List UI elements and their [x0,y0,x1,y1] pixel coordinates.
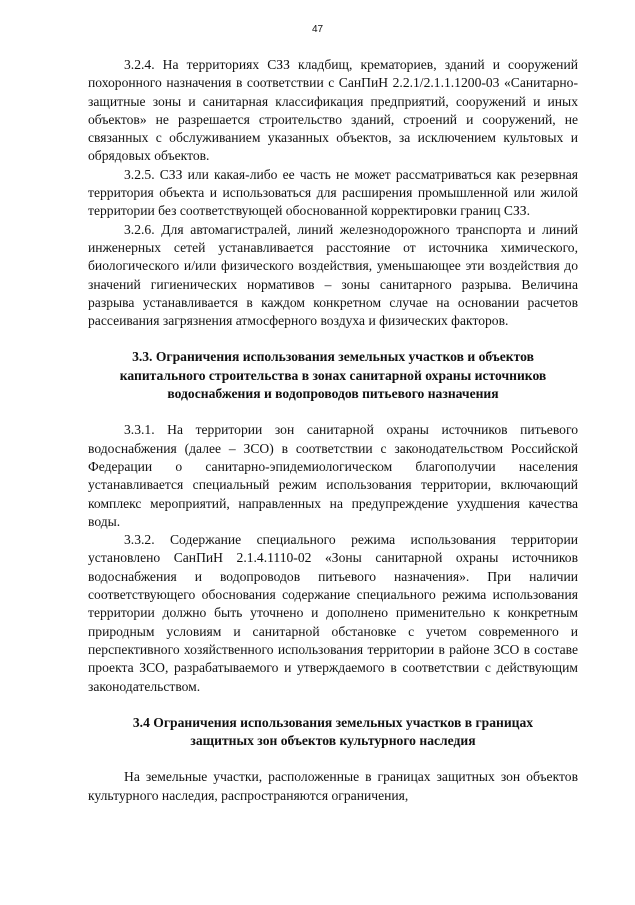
paragraph-3-3-2: 3.3.2. Содержание специального режима использования территории установлено СанПиН 2.1.4.1110-02 «Зоны санитарной охраны источников водоснабжения и водопроводов питьевого назначения». При наличии соответствующего обоснования содержание специального режима использования территории должно быть уточнено и дополнено применительно к конкретным природным условиям и санитарной обстановке с учетом современного и перспективного хозяйственного использования территории в районе ЗСО в составе проекта ЗСО, разрабатываемого и утверждаемого в соответствии с действующим законодательством. [88,532,578,694]
paragraph-3-2-6: 3.2.6. Для автомагистралей, линий железнодорожного транспорта и линий инженерных сетей устанавливается расстояние от источника химического, биологического и/или физического воздействия, уменьшающее эти воздействия до значений гигиенических нормативов – зоны санитарного разрыва. Величина разрыва устанавливается в каждом конкретном случае на основании расчетов рассеивания загрязнения атмосферного воздуха и физических факторов. [88,221,578,329]
document-body [88,56,578,805]
paragraph-3-2-5: 3.2.5. СЗЗ или какая-либо ее часть не может рассматриваться как резервная территория объекта и использоваться для расширения промышленной или жилой территории без соответствующей обоснованной корректировки границ СЗЗ. [88,166,578,219]
paragraph-3-3-1: 3.3.1. На территории зон санитарной охраны источников питьевого водоснабжения (далее – ЗСО) в соответствии с законодательством Российской Федерации о санитарно-эпидемиологическом благополучии населения устанавливается специальный режим использования территории, включающий комплекс мероприятий, направленных на предупреждение ухудшения качества воды. [88,422,578,529]
section-heading-3-4: 3.4 Ограничения использования земельных участков в границах защитных зон объектов культурного наследия [132,714,534,749]
paragraph-3-2-4: 3.2.4. На территориях СЗЗ кладбищ, крематориев, зданий и сооружений похоронного назначения в соответствии с СанПиН 2.2.1/2.1.1.1200-03 «Санитарно-защитные зоны и санитарная классификация предприятий, сооружений и иных объектов» не разрешается строительство зданий, строений и сооружений, не связанных с обслуживанием указанных объектов, за исключением культовых и обрядовых объектов. [88,57,578,164]
page-number: 47 [311,24,324,35]
section-heading-3-3: 3.3. Ограничения использования земельных участков и объектов капитального строительства в зонах санитарной охраны источников водоснабжения и водопроводов питьевого назначения [119,349,547,402]
paragraph-3-4-intro: На земельные участки, расположенные в границах защитных зон объектов культурного наследия, распространяются ограничения, [88,769,578,803]
